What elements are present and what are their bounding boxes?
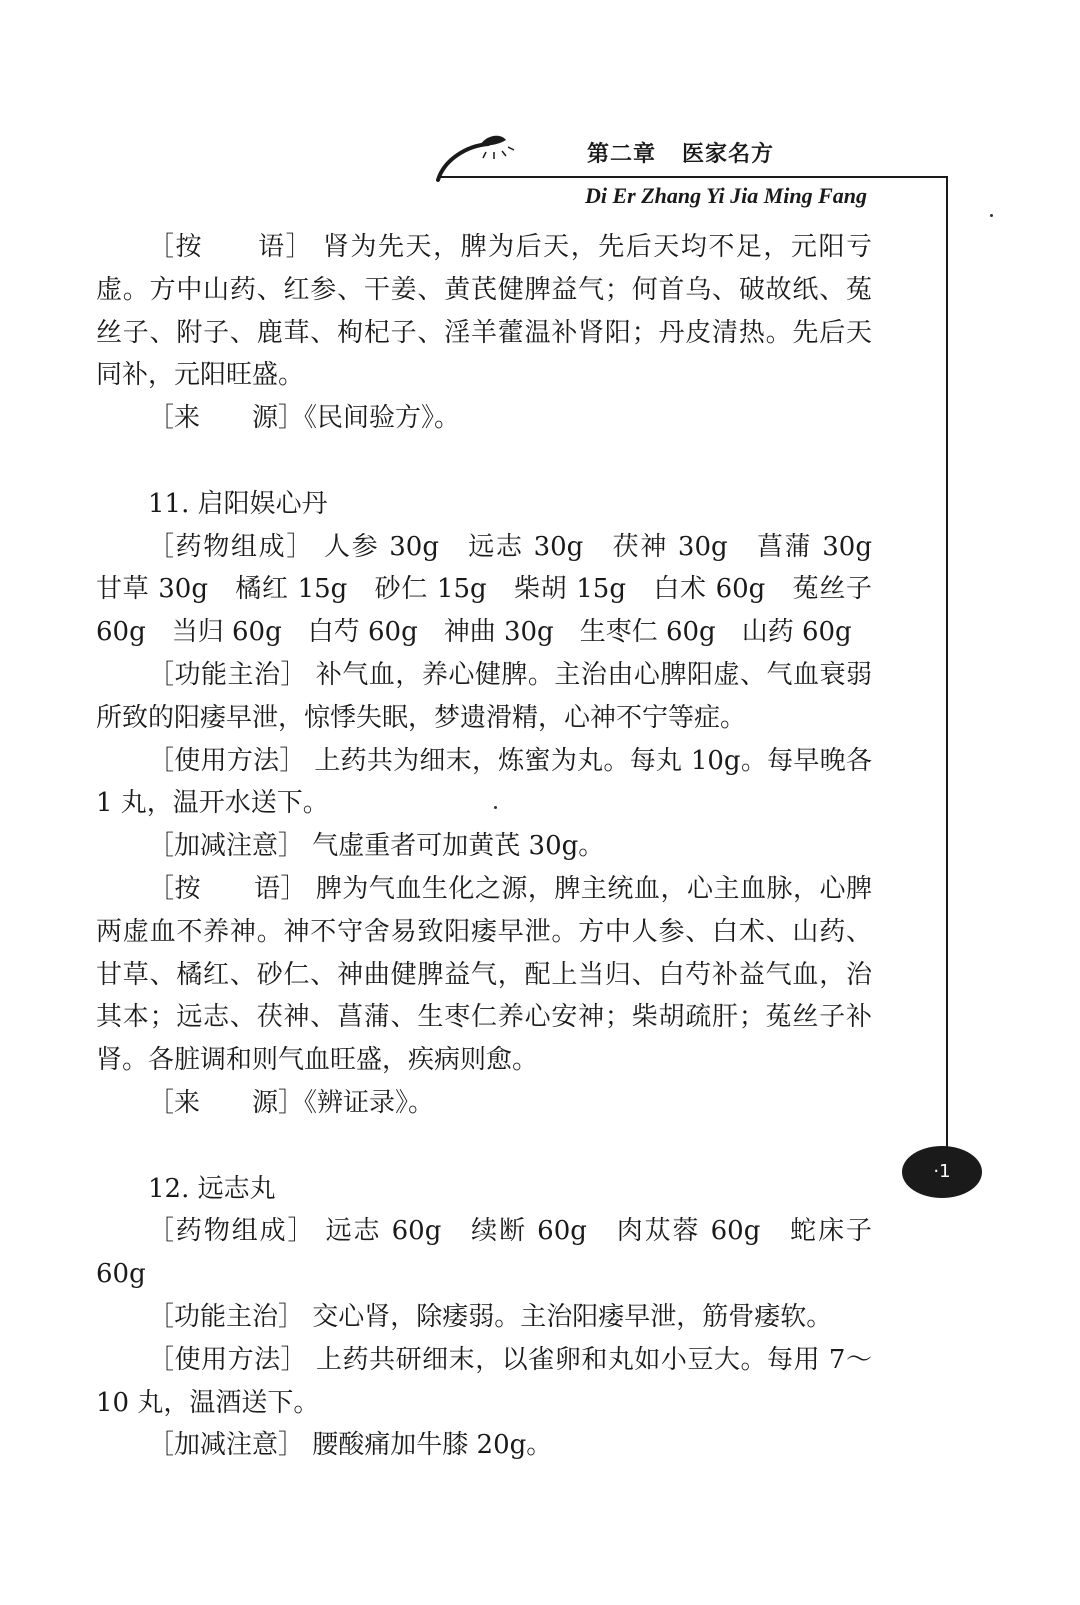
print-speck [990,214,993,217]
spacer [96,1125,872,1168]
paragraph-text: 补气血，养心健脾。主治由心脾阳虚、气血衰弱所致的阳痿早泄，惊悸失眠，梦遗滑精，心神不宁等症。 [96,659,872,733]
paragraph-text: 上药共研细末，以雀卵和丸如小豆大。每用 7～10 丸，温酒送下。 [96,1344,872,1418]
paragraph-modification [96,825,872,868]
paragraph-text: 远志 60g 续断 60g 肉苁蓉 60g 蛇床子 60g [96,1216,872,1290]
paragraph-text: 脾为气血生化之源，脾主统血，心主血脉，心脾两虚血不养神。神不守舍易致阳痿早泄。方中人参、白术、山药、甘草、橘红、砂仁、神曲健脾益气，配上当归、白芍补益气血，治其本；远志、茯神、菖蒲、生枣仁养心安神；柴胡疏肝；菟丝子补肾。各脏调和则气血旺盛，疾病则愈。 [96,873,872,1076]
body-text [96,226,899,1467]
paragraph-text: 气虚重者可加黄芪 30g。 [304,831,605,862]
margin-rule [946,176,948,1166]
formula-title: 11. 启阳娱心丹 [148,488,328,519]
page-number-tab: ·1 [902,1146,982,1198]
spacer [96,440,872,483]
paragraph-text: 人参 30g 远志 30g 茯神 30g 菖蒲 30g 甘草 30g 橘红 15g 砂仁 15g 柴胡 15g 白术 60g 菟丝子 60g 当归 60g 白芍 60g 神曲 30g 生枣仁 60g 山药 60g [96,531,899,648]
paragraph-text: 《民间验方》。 [304,403,461,434]
paragraph-source [96,1082,872,1125]
chapter-pinyin: Di Er Zhang Yi Jia Ming Fang [585,183,868,208]
section-label: ［按 语］ [148,232,314,262]
paragraph-usage [96,740,872,826]
paragraph-source [96,397,872,440]
paragraph-composition [96,1210,872,1296]
paragraph-modification [96,1424,872,1467]
section-label: ［药物组成］ [148,1216,316,1247]
paragraph-text: 腰酸痛加牛膝 20g。 [304,1430,553,1461]
paragraph-function [96,1296,872,1339]
section-label: ［药物组成］ [148,531,315,562]
paragraph-commentary [96,868,872,1082]
section-label: ［按 语］ [148,873,308,904]
paragraph-text: 《辨证录》。 [304,1087,435,1118]
paragraph-text: 交心肾，除痿弱。主治阳痿早泄，筋骨痿软。 [304,1301,833,1332]
section-label: ［功能主治］ [148,1301,305,1332]
paragraph-composition [96,526,899,654]
chapter-title: 第二章 医家名方 [587,142,774,167]
section-label: ［使用方法］ [148,1344,308,1375]
section-label: ［来 源］ [148,403,305,434]
section-label: ［来 源］ [148,1087,305,1118]
header-rule [440,176,948,178]
paragraph-function [96,654,872,740]
paragraph-text: 肾为先天，脾为后天，先后天均不足，元阳亏虚。方中山药、红参、干姜、黄芪健脾益气；何首乌、破故纸、菟丝子、附子、鹿茸、枸杞子、淫羊藿温补肾阳；丹皮清热。先后天同补，元阳旺盛。 [96,232,872,391]
section-label: ［加减注意］ [148,831,305,862]
section-label: ［功能主治］ [148,659,308,690]
paragraph-text: 上药共为细末，炼蜜为丸。每丸 10g。每早晚各 1 丸，温开水送下。 [96,745,872,819]
formula-title: 12. 远志丸 [148,1173,276,1204]
paragraph-usage [96,1339,872,1425]
section-label: ［加减注意］ [148,1430,305,1461]
paragraph-commentary [96,226,872,397]
section-label: ［使用方法］ [148,745,306,776]
